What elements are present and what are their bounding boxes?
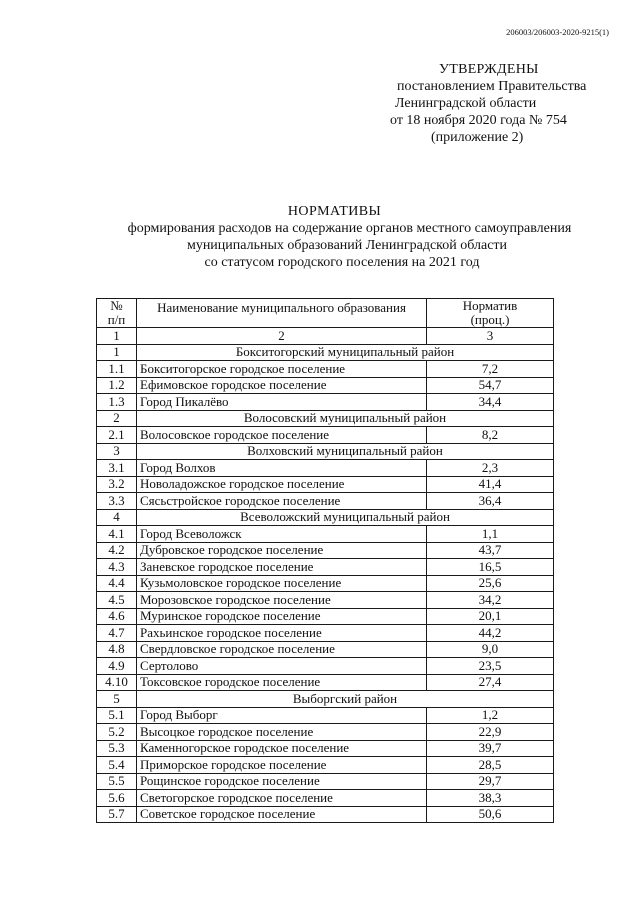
district-row xyxy=(97,410,554,427)
row-number: 4.6 xyxy=(97,608,137,625)
heading-line: муниципальных образований Ленинградской области xyxy=(186,238,508,253)
table-row xyxy=(97,608,554,625)
column-header-norm xyxy=(427,299,554,328)
norm-value: 27,4 xyxy=(427,674,554,691)
norm-value: 41,4 xyxy=(427,476,554,493)
table-row xyxy=(97,658,554,675)
table-row xyxy=(97,542,554,559)
row-number: 4.1 xyxy=(97,526,137,543)
table-row xyxy=(97,724,554,741)
row-number: 1 xyxy=(97,344,137,361)
district-row xyxy=(97,443,554,460)
norm-value: 22,9 xyxy=(427,724,554,741)
district-name: Выборгский район xyxy=(137,691,554,708)
table-header-row xyxy=(97,299,554,328)
table-row xyxy=(97,427,554,444)
column-index: 2 xyxy=(137,328,427,345)
row-number: 5.4 xyxy=(97,757,137,774)
settlement-name: Морозовское городское поселение xyxy=(137,592,427,609)
norm-value: 1,2 xyxy=(427,707,554,724)
norm-value: 29,7 xyxy=(427,773,554,790)
approval-line: Ленинградской области xyxy=(395,96,537,111)
table-row xyxy=(97,559,554,576)
row-number: 2 xyxy=(97,410,137,427)
row-number: 4.10 xyxy=(97,674,137,691)
norm-value: 54,7 xyxy=(427,377,554,394)
row-number: 3.3 xyxy=(97,493,137,510)
norm-value: 44,2 xyxy=(427,625,554,642)
row-number: 1.3 xyxy=(97,394,137,411)
row-number: 5 xyxy=(97,691,137,708)
table-row xyxy=(97,361,554,378)
row-number: 4.7 xyxy=(97,625,137,642)
norm-value: 43,7 xyxy=(427,542,554,559)
district-name: Волховский муниципальный район xyxy=(137,443,554,460)
settlement-name: Высоцкое городское поселение xyxy=(137,724,427,741)
settlement-name: Сясьстройское городское поселение xyxy=(137,493,427,510)
table-row xyxy=(97,476,554,493)
row-number: 2.1 xyxy=(97,427,137,444)
column-header-number-line: № xyxy=(110,298,123,313)
settlement-name: Волосовское городское поселение xyxy=(137,427,427,444)
document-heading xyxy=(0,203,639,271)
heading-line: со статусом городского поселения на 2021 год xyxy=(204,255,480,270)
column-index: 1 xyxy=(97,328,137,345)
table-row xyxy=(97,526,554,543)
district-row xyxy=(97,344,554,361)
row-number: 3 xyxy=(97,443,137,460)
approval-block xyxy=(390,61,610,146)
settlement-name: Токсовское городское поселение xyxy=(137,674,427,691)
document-title: НОРМАТИВЫ xyxy=(287,204,382,219)
row-number: 4.4 xyxy=(97,575,137,592)
document-id: 206003/206003-2020-9215(1) xyxy=(506,27,609,37)
column-index: 3 xyxy=(427,328,554,345)
approval-line: постановлением Правительства xyxy=(397,79,587,94)
settlement-name: Приморское городское поселение xyxy=(137,757,427,774)
norm-value: 8,2 xyxy=(427,427,554,444)
row-number: 5.1 xyxy=(97,707,137,724)
settlement-name: Сертолово xyxy=(137,658,427,675)
table-row xyxy=(97,757,554,774)
norm-value: 38,3 xyxy=(427,790,554,807)
column-index-row xyxy=(97,328,554,345)
column-header-norm-line: Норматив xyxy=(462,298,518,313)
settlement-name: Город Выборг xyxy=(137,707,427,724)
district-name: Бокситогорский муниципальный район xyxy=(137,344,554,361)
row-number: 4.8 xyxy=(97,641,137,658)
row-number: 1.2 xyxy=(97,377,137,394)
row-number: 5.3 xyxy=(97,740,137,757)
norm-value: 23,5 xyxy=(427,658,554,675)
row-number: 1.1 xyxy=(97,361,137,378)
settlement-name: Новоладожское городское поселение xyxy=(137,476,427,493)
table-row xyxy=(97,493,554,510)
approval-line: от 18 ноября 2020 года № 754 xyxy=(390,113,567,128)
norm-value: 34,4 xyxy=(427,394,554,411)
settlement-name: Свердловское городское поселение xyxy=(137,641,427,658)
column-header-number-line: п/п xyxy=(107,312,126,327)
table-row xyxy=(97,773,554,790)
norm-value: 39,7 xyxy=(427,740,554,757)
district-name: Волосовский муниципальный район xyxy=(137,410,554,427)
norm-value: 36,4 xyxy=(427,493,554,510)
district-row xyxy=(97,691,554,708)
norm-value: 20,1 xyxy=(427,608,554,625)
district-name: Всеволожский муниципальный район xyxy=(137,509,554,526)
norm-value: 34,2 xyxy=(427,592,554,609)
table-body xyxy=(97,344,554,823)
table-row xyxy=(97,625,554,642)
heading-line: формирования расходов на содержание органов местного самоуправления xyxy=(127,221,572,236)
settlement-name: Рощинское городское поселение xyxy=(137,773,427,790)
row-number: 3.2 xyxy=(97,476,137,493)
settlement-name: Кузьмоловское городское поселение xyxy=(137,575,427,592)
norm-value: 9,0 xyxy=(427,641,554,658)
table-row xyxy=(97,740,554,757)
norm-value: 25,6 xyxy=(427,575,554,592)
table-row xyxy=(97,575,554,592)
table-row xyxy=(97,674,554,691)
settlement-name: Ефимовское городское поселение xyxy=(137,377,427,394)
settlement-name: Дубровское городское поселение xyxy=(137,542,427,559)
table-row xyxy=(97,707,554,724)
table-row xyxy=(97,790,554,807)
settlement-name: Город Всеволожск xyxy=(137,526,427,543)
settlement-name: Светогорское городское поселение xyxy=(137,790,427,807)
table-row xyxy=(97,377,554,394)
row-number: 4.9 xyxy=(97,658,137,675)
settlement-name: Советское городское поселение xyxy=(137,806,427,823)
settlement-name: Бокситогорское городское поселение xyxy=(137,361,427,378)
table-row xyxy=(97,394,554,411)
settlement-name: Каменногорское городское поселение xyxy=(137,740,427,757)
row-number: 4.2 xyxy=(97,542,137,559)
row-number: 5.2 xyxy=(97,724,137,741)
row-number: 3.1 xyxy=(97,460,137,477)
table-row xyxy=(97,460,554,477)
norm-value: 16,5 xyxy=(427,559,554,576)
column-header-name: Наименование муниципального образования xyxy=(137,299,427,328)
column-header-number xyxy=(97,299,137,328)
norm-value: 28,5 xyxy=(427,757,554,774)
norm-value: 50,6 xyxy=(427,806,554,823)
row-number: 5.7 xyxy=(97,806,137,823)
settlement-name: Город Волхов xyxy=(137,460,427,477)
norm-value: 2,3 xyxy=(427,460,554,477)
approval-line: (приложение 2) xyxy=(431,130,524,145)
row-number: 5.6 xyxy=(97,790,137,807)
settlement-name: Город Пикалёво xyxy=(137,394,427,411)
row-number: 4.5 xyxy=(97,592,137,609)
column-header-norm-line: (проц.) xyxy=(470,312,510,327)
approval-title: УТВЕРЖДЕНЫ xyxy=(439,62,539,77)
row-number: 5.5 xyxy=(97,773,137,790)
row-number: 4 xyxy=(97,509,137,526)
settlement-name: Муринское городское поселение xyxy=(137,608,427,625)
settlement-name: Заневское городское поселение xyxy=(137,559,427,576)
district-row xyxy=(97,509,554,526)
settlement-name: Рахьинское городское поселение xyxy=(137,625,427,642)
table-row xyxy=(97,592,554,609)
norm-value: 1,1 xyxy=(427,526,554,543)
table-row xyxy=(97,641,554,658)
norm-value: 7,2 xyxy=(427,361,554,378)
norms-table xyxy=(96,298,554,823)
table-row xyxy=(97,806,554,823)
row-number: 4.3 xyxy=(97,559,137,576)
